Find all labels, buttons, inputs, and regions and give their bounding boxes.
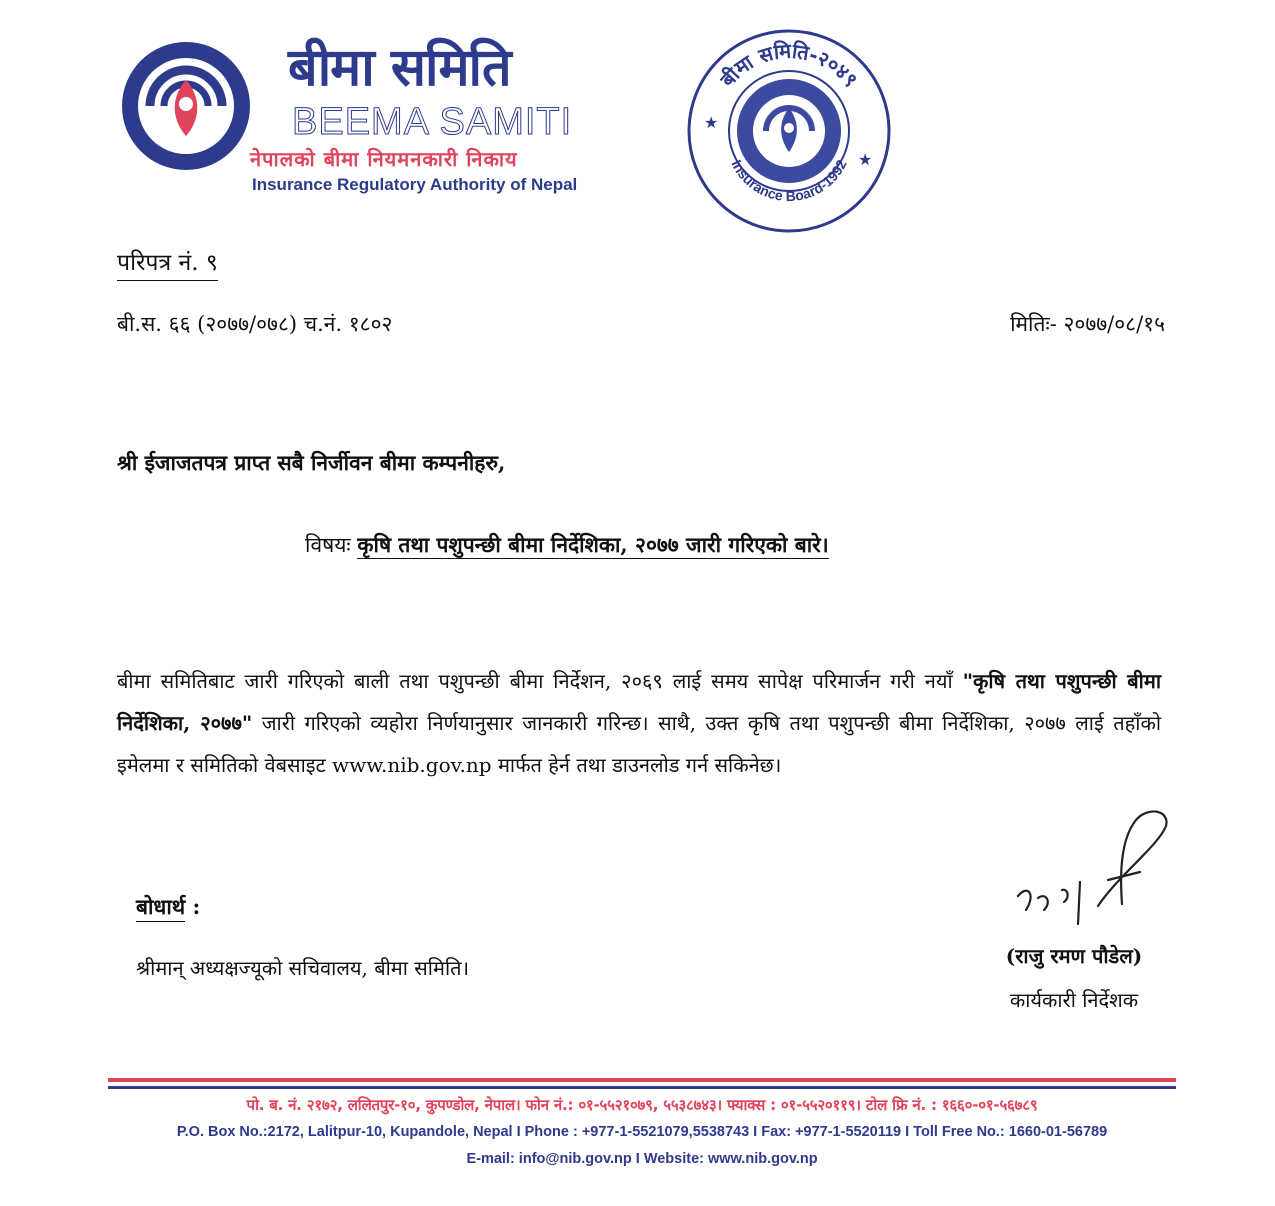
letter-body — [117, 660, 1161, 786]
body-part-1: बीमा समितिबाट जारी गरिएको बाली तथा पशुपन्छी बीमा निर्देशन, २०६९ लाई समय सापेक्ष परिमार्जन गरी नयाँ — [117, 669, 953, 693]
subject-text: कृषि तथा पशुपन्छी बीमा निर्देशिका, २०७७ जारी गरिएको बारे। — [357, 532, 829, 557]
body-part-2: जारी गरिएको व्यहोरा निर्णयानुसार जानकारी गरिन्छ। साथै, उक्त कृषि तथा पशुपन्छी बीमा निर्देशिका, २०७७ लाई तहाँको इमेलमा र समितिको वेबसाइट www.nib.gov.np मार्फत हेर्न तथा डाउनलोड गर्न सकिनेछ। — [117, 711, 1161, 777]
information-heading-label: बोधार्थ — [136, 894, 185, 922]
seal-text-top: बीमा समिति-२०४९ — [715, 38, 863, 92]
reference-number: बी.स. ६६ (२०७७/०७८) च.नं. १८०२ — [117, 312, 393, 336]
seal-star-left-icon: ★ — [704, 113, 719, 132]
handwritten-signature-icon — [1008, 806, 1178, 936]
addressee: श्री ईजाजतपत्र प्राप्त सबै निर्जीवन बीमा कम्पनीहरु, — [117, 450, 506, 475]
seal-star-right-icon: ★ — [858, 150, 873, 169]
signer-title: कार्यकारी निर्देशक — [1009, 988, 1139, 1012]
subject-line — [305, 530, 829, 560]
subject-label: विषयः — [305, 533, 351, 557]
footer-divider-red — [108, 1078, 1176, 1082]
footer-address-english: P.O. Box No.:2172, Lalitpur-10, Kupandole, Nepal I Phone : +977-1-5521079,5538743 I Fax: +977-1-5520119 I Toll Free No.: 1660-01-56789 — [176, 1124, 1108, 1140]
signer-name: (राजु रमण पौडेल) — [1005, 944, 1143, 968]
circular-number: परिपत्र नं. ९ — [117, 248, 218, 281]
information-recipient: श्रीमान् अध्यक्षज्यूको सचिवालय, बीमा समिति। — [136, 956, 470, 980]
tagline-english: Insurance Regulatory Authority of Nepal — [252, 175, 578, 194]
beema-samiti-logo-icon — [120, 40, 252, 172]
footer-address-nepali: पो. ब. नं. २१७२, ललितपुर-१०, कुपण्डोल, नेपाल। फोन नं.: ०१-५५२१०७९, ५५३८७४३। फ्याक्स : ०१-५५२०११९। टोल फ्रि नं. : १६६०-०१-५६७८९ — [246, 1096, 1038, 1114]
official-seal-icon — [686, 28, 892, 234]
footer-divider-blue — [108, 1086, 1176, 1089]
information-heading — [136, 893, 200, 921]
org-name-nepali: बीमा समिति — [288, 38, 511, 98]
seal-text-bottom: Insurance Board-1992 — [728, 157, 850, 205]
tagline-nepali: नेपालको बीमा नियमनकारी निकाय — [250, 147, 518, 171]
information-heading-colon: : — [192, 894, 201, 919]
letter-date: मितिः- २०७७/०८/१५ — [1010, 312, 1165, 336]
body-bold-title: "कृषि तथा पशुपन्छी बीमा निर्देशिका, २०७७" — [117, 669, 1161, 735]
org-name-english: BEEMA SAMITI — [292, 101, 573, 143]
footer-contact: E-mail: info@nib.gov.np I Website: www.nib.gov.np — [466, 1151, 818, 1167]
